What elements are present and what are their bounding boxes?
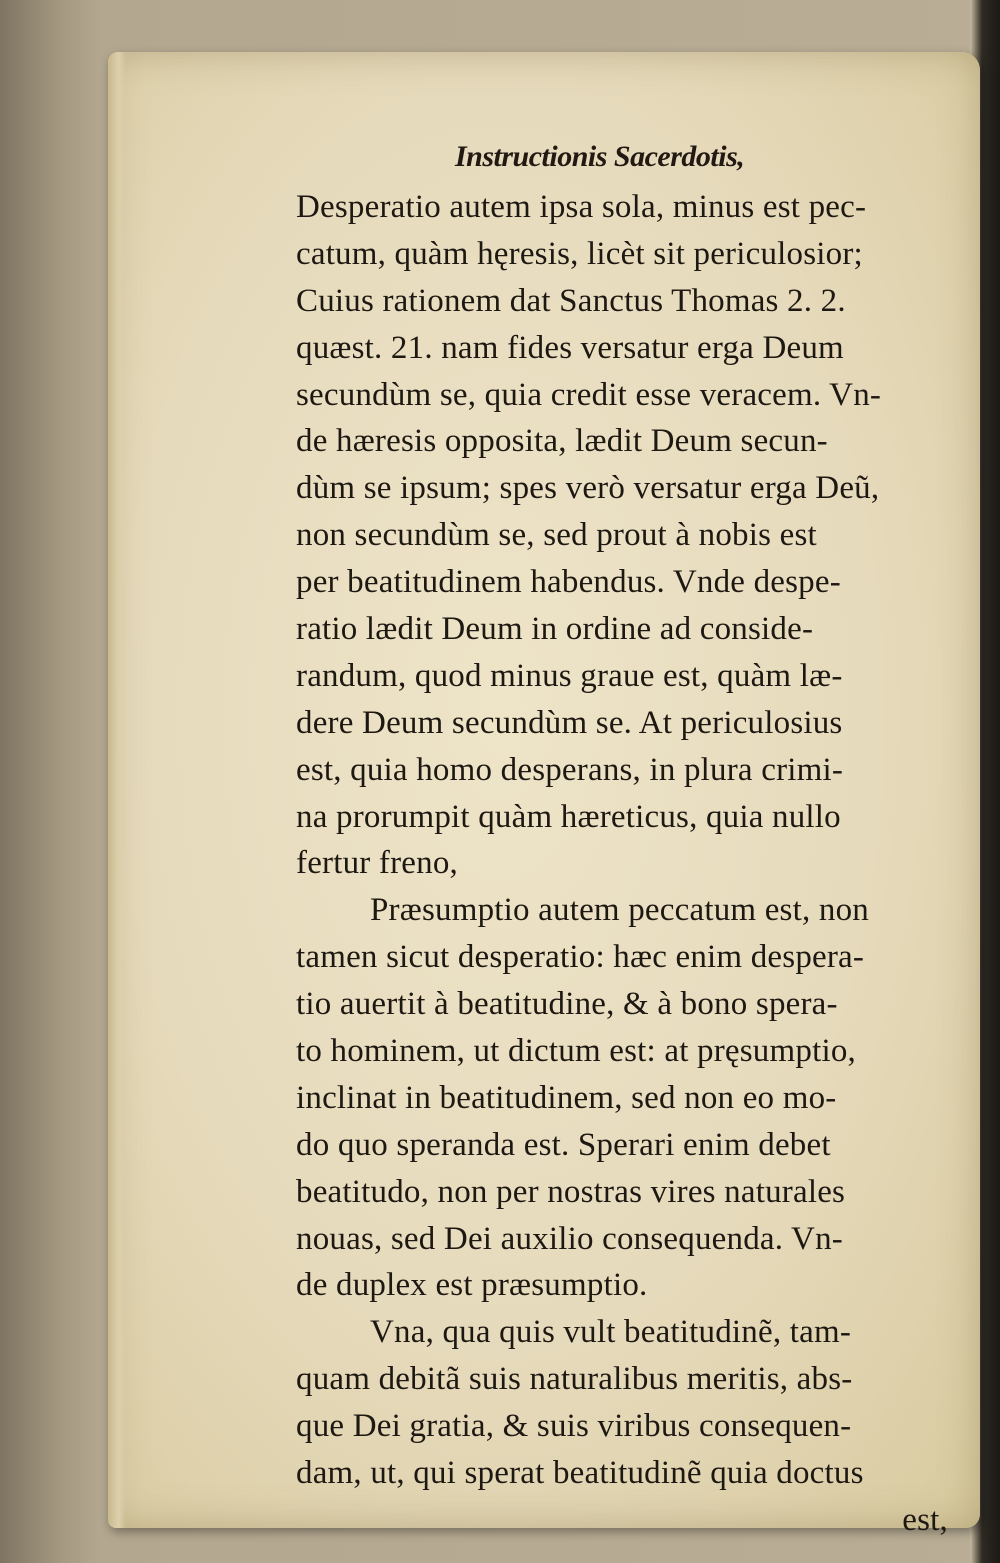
text-line: to hominem, ut dictum est: at pręsumptio, <box>296 1033 856 1070</box>
text-line: non secundùm se, sed prout à nobis est <box>296 517 817 554</box>
text-line: secundùm se, quia credit esse veracem. Vn- <box>296 376 882 413</box>
text-line: nouas, sed Dei auxilio consequenda. Vn- <box>296 1220 843 1257</box>
text-line: est, quia homo desperans, in plura crimi- <box>296 751 844 788</box>
text-line: do quo speranda est. Sperari enim debet <box>296 1126 831 1163</box>
text-line: que Dei gratia, & suis viribus consequen- <box>296 1408 852 1445</box>
text-line: randum, quod minus graue est, quàm læ- <box>296 657 843 694</box>
text-line: catum, quàm hęresis, licèt sit periculosior; <box>296 235 863 272</box>
text-line: ratio lædit Deum in ordine ad conside- <box>296 611 814 648</box>
paragraph-start-line: Vna, qua quis vult beatitudinẽ, tam- <box>370 1314 852 1351</box>
text-line: quam debitã suis naturalibus meritis, abs- <box>296 1361 853 1398</box>
text-line: tio auertit à beatitudine, & à bono spera- <box>296 986 838 1023</box>
page-edge <box>108 52 126 1528</box>
text-line: inclinat in beatitudinem, sed non eo mo- <box>296 1079 837 1116</box>
text-line: beatitudo, non per nostras vires naturales <box>296 1173 846 1210</box>
text-line: dere Deum secundùm se. At periculosius <box>296 704 843 741</box>
text-line: dam, ut, qui sperat beatitudinẽ quia doctus <box>296 1455 864 1492</box>
text-line: na prorumpit quàm hæreticus, quia nullo <box>296 798 841 835</box>
text-line: dùm se ipsum; spes verò versatur erga Deũ, <box>296 470 880 507</box>
text-line: de duplex est præsumptio. <box>296 1267 648 1304</box>
text-line: fertur freno, <box>296 845 459 882</box>
text-line: per beatitudinem habendus. Vnde despe- <box>296 564 841 601</box>
text-line: de hæresis opposita, lædit Deum secun- <box>296 423 828 460</box>
text-line: quæst. 21. nam fides versatur erga Deum <box>296 329 844 366</box>
text-line: Cuius rationem dat Sanctus Thomas 2. 2. <box>296 282 846 319</box>
text-line: tamen sicut desperatio: hæc enim despera- <box>296 939 865 976</box>
paragraph-start-line: Præsumptio autem peccatum est, non <box>370 892 869 929</box>
catchword: est, <box>902 1501 948 1538</box>
text-line: Desperatio autem ipsa sola, minus est pec- <box>296 189 867 225</box>
running-head: Instructionis Sacerdotis, <box>455 140 745 173</box>
body-text <box>296 184 948 1544</box>
